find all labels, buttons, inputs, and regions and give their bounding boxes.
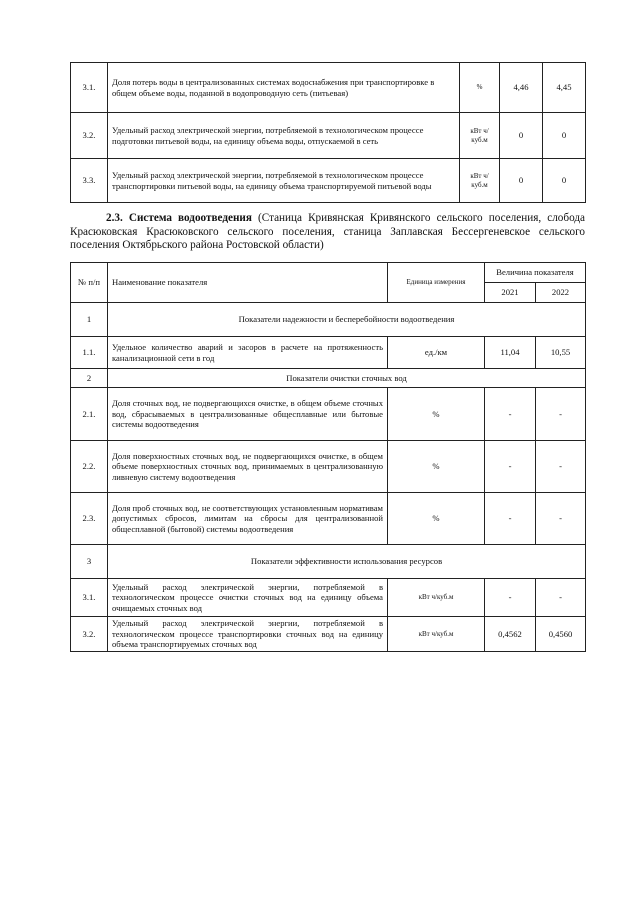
value-2022: - xyxy=(536,441,586,493)
group-row xyxy=(71,303,586,337)
indicator-name: Доля поверхностных сточных вод, не подвергающихся очистке, в общем объеме поверхностных сточных вод, принимаемых в централизованную ливневую систему водоотведения xyxy=(108,441,388,493)
table-row xyxy=(71,159,586,203)
indicator-name: Удельное количество аварий и засоров в расчете на протяженность канализационной сети в год xyxy=(108,337,388,369)
value-2021: 4,46 xyxy=(500,63,543,113)
value-2022: 0 xyxy=(543,113,586,159)
value-2022: 4,45 xyxy=(543,63,586,113)
indicator-unit: % xyxy=(460,63,500,113)
section-location: (Станица Кривянская Кривянского сельского поселения, слобода Красюковская Красюковского сельского поселения, станица Заплавская Бессергеневское сельского поселения Октябрьского района Ростовской области) xyxy=(70,212,585,251)
group-number: 1 xyxy=(71,303,108,337)
value-2021: - xyxy=(485,493,536,545)
group-title: Показатели надежности и бесперебойности водоотведения xyxy=(108,303,586,337)
header-value: Величина показателя xyxy=(485,263,586,283)
header-number: № п/п xyxy=(71,263,108,303)
group-number: 2 xyxy=(71,369,108,388)
table-row xyxy=(71,388,586,441)
value-2021: - xyxy=(485,388,536,441)
indicator-unit: % xyxy=(388,493,485,545)
value-2022: 10,55 xyxy=(536,337,586,369)
row-number: 2.3. xyxy=(71,493,108,545)
group-title: Показатели очистки сточных вод xyxy=(108,369,586,388)
table-row xyxy=(71,113,586,159)
value-2021: - xyxy=(485,441,536,493)
table-row xyxy=(71,493,586,545)
indicator-unit: кВт ч/куб.м xyxy=(388,617,485,652)
value-2021: 0,4562 xyxy=(485,617,536,652)
indicator-unit: % xyxy=(388,441,485,493)
row-number: 2.1. xyxy=(71,388,108,441)
group-row xyxy=(71,545,586,579)
group-title: Показатели эффективности использования ресурсов xyxy=(108,545,586,579)
row-number: 3.3. xyxy=(71,159,108,203)
row-number: 2.2. xyxy=(71,441,108,493)
table-row xyxy=(71,617,586,652)
value-2021: - xyxy=(485,579,536,617)
indicator-name: Доля потерь воды в централизованных системах водоснабжения при транспортировке в общем объеме воды, поданной в водопроводную сеть (питьевая) xyxy=(108,63,460,113)
indicator-unit: % xyxy=(388,388,485,441)
value-2021: 11,04 xyxy=(485,337,536,369)
row-number: 3.1. xyxy=(71,63,108,113)
indicator-name: Удельный расход электрической энергии, потребляемой в технологическом процессе транспортировки питьевой воды, на единицу объема транспортируемой питьевой воды xyxy=(108,159,460,203)
row-number: 1.1. xyxy=(71,337,108,369)
value-2021: 0 xyxy=(500,159,543,203)
row-number: 3.1. xyxy=(71,579,108,617)
indicator-unit: ед./км xyxy=(388,337,485,369)
header-year-2022: 2022 xyxy=(536,283,586,303)
table-row xyxy=(71,337,586,369)
indicator-name: Удельный расход электрической энергии, потребляемой в технологическом процессе транспортировки сточных вод на единицу объема транспортируемых сточных вод xyxy=(108,617,388,652)
group-row xyxy=(71,369,586,388)
indicator-unit: кВт ч/куб.м xyxy=(460,159,500,203)
value-2021: 0 xyxy=(500,113,543,159)
indicator-name: Удельный расход электрической энергии, потребляемой в технологическом процессе подготовки питьевой воды, на единицу объема воды, отпускаемой в сеть xyxy=(108,113,460,159)
table-row xyxy=(71,579,586,617)
value-2022: - xyxy=(536,388,586,441)
indicator-unit: кВт ч/куб.м xyxy=(388,579,485,617)
section-number-title: 2.3. Система водоотведения xyxy=(106,212,252,224)
table-header-row xyxy=(71,263,586,283)
table-row xyxy=(71,441,586,493)
indicator-name: Доля проб сточных вод, не соответствующих установленным нормативам допустимых сбросов, лимитам на сбросы для централизованной общесплавной (бытовой) системы водоотведения xyxy=(108,493,388,545)
value-2022: - xyxy=(536,493,586,545)
header-indicator-name: Наименование показателя xyxy=(108,263,388,303)
row-number: 3.2. xyxy=(71,617,108,652)
group-number: 3 xyxy=(71,545,108,579)
wastewater-indicators-table xyxy=(70,262,586,652)
value-2022: - xyxy=(536,579,586,617)
value-2022: 0,4560 xyxy=(536,617,586,652)
section-heading xyxy=(70,212,585,253)
indicator-name: Доля сточных вод, не подвергающихся очистке, в общем объеме сточных вод, сбрасываемых в централизованные общесплавные или бытовые системы водоотведения xyxy=(108,388,388,441)
water-supply-indicators-table xyxy=(70,62,586,203)
header-unit: Единица измерения xyxy=(388,263,485,303)
indicator-name: Удельный расход электрической энергии, потребляемой в технологическом процессе очистки сточных вод на единицу объема очищаемых сточных вод xyxy=(108,579,388,617)
value-2022: 0 xyxy=(543,159,586,203)
row-number: 3.2. xyxy=(71,113,108,159)
header-year-2021: 2021 xyxy=(485,283,536,303)
table-row xyxy=(71,63,586,113)
indicator-unit: кВт ч/куб.м xyxy=(460,113,500,159)
